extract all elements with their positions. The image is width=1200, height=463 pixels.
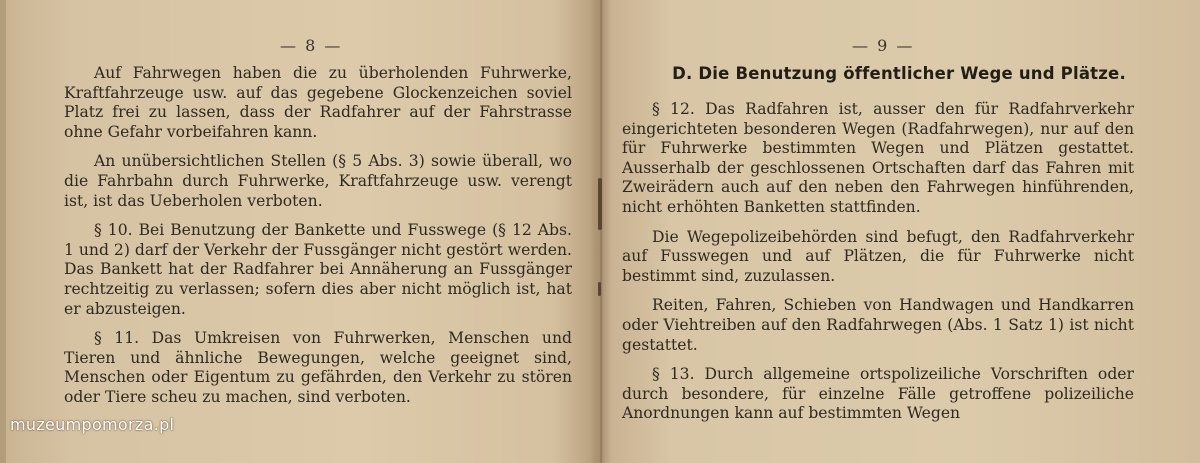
page-number: — 8 —	[280, 36, 343, 55]
paragraph: Auf Fahrwegen haben die zu überholenden Fuhrwerke, Kraftfahrzeuge usw. auf das gegebene Glockenzeichen soviel Platz frei zu lassen, dass der Radfahrer auf der Fahrstrasse ohne Gefahr vorbeifahren kann.	[64, 64, 572, 141]
page-body	[622, 100, 1134, 434]
paragraph: Reiten, Fahren, Schieben von Handwagen und Handkarren oder Viehtreiben auf den Radfahrwegen (Abs. 1 Satz 1) ist nicht gestattet.	[622, 296, 1134, 354]
section-heading: D. Die Benutzung öffentlicher Wege und Plätze.	[672, 64, 1126, 83]
right-page	[600, 0, 1200, 463]
paragraph: § 12. Das Radfahren ist, ausser den für Radfahrverkehr eingerichteten besonderen Wegen (Radfahrwegen), nur auf den für Fuhrwerke bestimmten Wegen und Plätzen gestattet. Ausserhalb der geschlossenen Ortschaften darf das Fahren mit Zweirädern auch auf den neben den Fahrwegen hinführenden, nicht erhöhten Banketten stattfinden.	[622, 100, 1134, 216]
paragraph: § 10. Bei Benutzung der Bankette und Fusswege (§ 12 Abs. 1 und 2) darf der Verkehr der Fussgänger nicht gestört werden. Das Bankett hat der Radfahrer bei Annäherung an Fussgänger rechtzeitig zu verlassen; sofern dies aber nicht möglich ist, hat er abzusteigen.	[64, 221, 572, 318]
paragraph: Die Wegepolizeibehörden sind befugt, den Radfahrverkehr auf Fusswegen und auf Plätzen, die für Fuhrwerke nicht bestimmt sind, zuzulassen.	[622, 227, 1134, 285]
watermark: muzeumpomorza.pl	[10, 415, 175, 434]
paragraph: § 13. Durch allgemeine ortspolizeiliche Vorschriften oder durch besondere, für einzelne Fälle getroffene polizeiliche Anordnungen kann auf bestimmten Wegen	[622, 365, 1134, 423]
page-number: — 9 —	[852, 36, 915, 55]
paragraph: An unübersichtlichen Stellen (§ 5 Abs. 3) sowie überall, wo die Fahrbahn durch Fuhrwerke, Kraftfahrzeuge usw. verengt ist, ist das Ueberholen verboten.	[64, 152, 572, 210]
paragraph: § 11. Das Umkreisen von Fuhrwerken, Menschen und Tieren und ähnliche Bewegungen, welche geeignet sind, Menschen oder Eigentum zu gefährden, den Verkehr zu stören oder Tiere scheu zu machen, sind verboten.	[64, 329, 572, 406]
page-body	[64, 64, 572, 418]
